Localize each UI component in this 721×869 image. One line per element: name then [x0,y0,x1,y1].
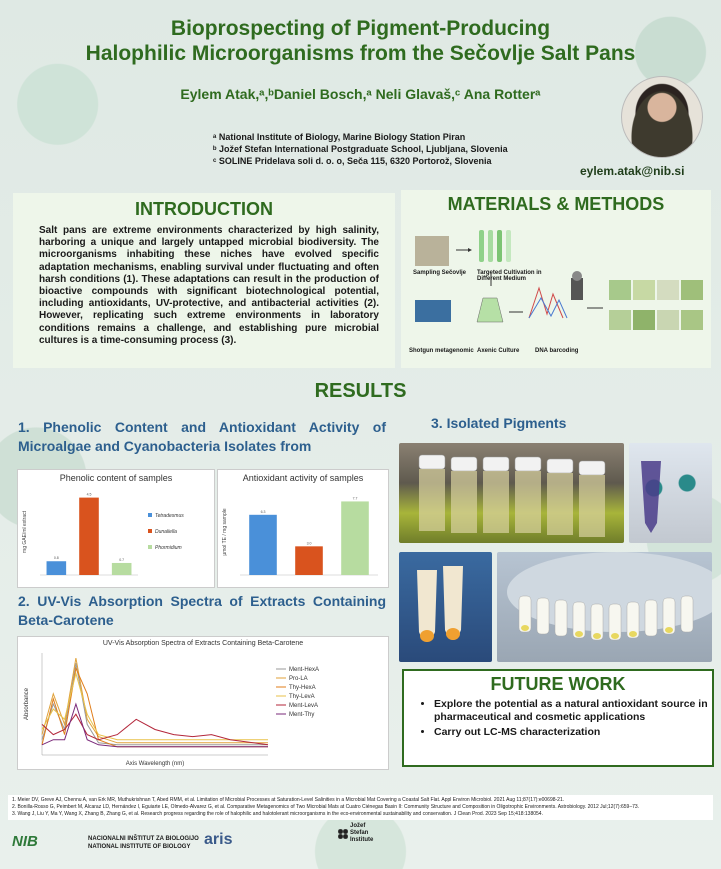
bar-value-label: 0.8 [53,556,59,561]
legend-label: Pro-LA [289,676,308,682]
uv-vis-chart-plot [18,647,388,767]
method-label: DNA barcoding [535,348,579,354]
introduction-panel [13,193,395,368]
centrifuge-tube-photo [629,443,712,543]
flask-image [477,298,503,322]
js-logo [350,823,373,844]
footer-logos [8,805,713,855]
legend-label: Phormidium [155,545,182,551]
nib-name [88,835,199,851]
legend-label: Ment-Thy [289,712,315,718]
bar [295,546,323,575]
sampling-image [415,236,449,266]
poster-title [0,16,721,66]
nib-logo: NIB [12,833,38,850]
x-axis-label: Axis Wavelength (nm) [125,761,185,767]
js-logo-line: Jožef [350,823,366,829]
legend-label: Dunaliella [155,529,177,535]
culture-tubes-image [479,230,511,262]
affiliation: ᵇ Jožef Stefan International Postgraduate School, Ljubljana, Slovenia [213,144,508,154]
legend-label: Ment-LevA [289,703,319,709]
sequencer-image [415,300,451,322]
method-label: Axenic Culture [477,348,520,354]
legend-swatch [148,513,152,517]
legend-label: Thy-LevA [289,694,315,700]
future-work-panel [402,669,714,767]
aris-logo: aris [204,831,233,848]
pigment-vials-photo [399,443,624,543]
antioxidant-chart-plot [218,483,388,583]
affiliations [213,131,508,167]
tubes-drawing [399,552,492,662]
legend-swatch [148,529,152,533]
list-item: • Explore the potential as a natural antioxidant source in pharmaceutical and cosmetic applications [434,698,712,724]
authors: Eylem Atak,ᵃ,ᵇDaniel Bosch,ᵃ Neli Glavaš,ᶜ Ana Rotterᵃ [180,86,541,102]
introduction-text: Salt pans are extreme environments characterized by high salinity, harboring a unique and largely untapped microbial biodiversity. The microorganisms inhabiting these niches have evolved specific adaptation mechanisms, enabling survival under fluctuating and often harsh conditions (1). These adaptations can result in the production of bioactive compounds with significant biotechnological potential, including antioxidants, UV-protective, and antibacterial activities (2). However, replicating such extreme environments in laboratory conditions remains a challenge, and establishing pure microbial cultures is a time-consuming process (3). [39,225,379,346]
introduction-heading: INTRODUCTION [135,199,273,219]
results-heading: RESULTS [314,380,407,402]
legend-label: Tetradesmus [155,513,184,519]
future-work-list [404,698,712,739]
chart-title: Antioxidant activity of samples [242,473,364,483]
eppendorf-rack-photo [497,552,712,662]
title-line-1: Bioprospecting of Pigment-Producing [170,17,551,40]
method-label: Targeted Cultivation in Different Medium [477,270,542,282]
rack-drawing [497,552,712,662]
affiliation: ᶜ SOLINE Pridelava soli d. o. o, Seča 115, 6320 Portorož, Slovenia [213,156,492,166]
nib-name-line: NATIONAL INSTITUTE OF BIOLOGY [88,844,191,850]
legend-label: Ment-HexA [289,667,320,673]
series-line [42,668,268,747]
method-label: Sampling Sečovlje [413,270,467,276]
methods-diagram [401,218,711,368]
reference-item: 3. Wang J, Liu Y, Ma Y, Wang X, Zhang B, Zhang G, et al. Research progress regarding the role of halophilic and halotolerant microorganisms in the eco-environmental sustainability and conservation. J Clean Prod. 2023 Sep 15;418:138054. [12,811,543,817]
y-axis-label: Absorbance [24,687,30,721]
js-logo-icon [338,829,348,839]
methods-heading: MATERIALS & METHODS [447,194,665,214]
reference-item: 2. Bonilla-Rosso G, Peimbert M, Alcaraz LD, Hernández I, Eguiarte LE, Olmedo-Alvarez G, et al. Comparative Metagenomics of Two Microbial Mats at Cuatro Ciénegas Basin II: Community Structure and Composition in Oligotrophic Environments. Astrobiology. 2012 Jul;12(7):659–73. [12,804,640,810]
future-work-heading: FUTURE WORK [490,674,626,694]
methods-panel [401,190,711,368]
vials-drawing [399,443,624,543]
bar [249,515,277,575]
author-email[interactable]: eylem.atak@nib.si [580,164,685,178]
author-photo [621,76,703,158]
y-axis-label: mg GAE/ml extract [22,511,28,553]
list-item: • Carry out LC-MS characterization [434,726,712,739]
title-line-2: Halophilic Microorganisms from the Sečovlje Salt Pans [85,42,636,65]
results-section-2-title: 2. UV-Vis Absorption Spectra of Extracts Containing Beta-Carotene [18,593,386,628]
orange-tubes-photo [399,552,492,662]
bar-value-label: 0.7 [119,557,125,562]
method-label: Shotgun metagenomic [409,348,474,354]
series-line [42,714,268,745]
reference-item: 1. Meier DV, Greve AJ, Chennu A, van Erk MR, Muthukrishnan T, Abed RMM, et al. Limitation of Microbial Processes at Saturation-Level Salinities in a Microbial Mat Covering a Coastal Salt Flat. Appl Environ Microbiol. 2021 Aug 11;87(17):e00698-21. [12,797,565,803]
results-section-3-title: 3. Isolated Pigments [431,415,567,431]
js-logo-line: Institute [350,837,374,843]
bar-value-label: 7.7 [352,496,358,501]
bar-value-label: 4.5 [86,492,92,497]
legend-label: Thy-HexA [289,685,316,691]
affiliation: ᵃ National Institute of Biology, Marine Biology Station Piran [213,132,466,142]
y-axis-label: µmol TE / mg sample [222,508,228,556]
tube-drawing [629,443,712,543]
bar-value-label: 3.0 [306,541,312,546]
js-logo-line: Stefan [350,830,369,836]
bar [79,498,99,575]
phenolic-chart-plot [18,483,214,583]
results-section-1-title: 1. Phenolic Content and Antioxidant Activity of Microalgae and Cyanobacteria Isolates from [18,419,386,454]
microscopy-grid-image [609,280,703,330]
antioxidant-chart [217,469,389,588]
legend-swatch [148,545,152,549]
uv-vis-chart [17,636,389,770]
nib-name-line: NACIONALNI INŠTITUT ZA BIOLOGIJO [88,836,199,842]
bar [47,561,67,575]
bar [341,501,369,575]
chart-title: Phenolic content of samples [59,473,173,483]
chart-title: UV-Vis Absorption Spectra of Extracts Containing Beta-Carotene [102,640,304,647]
bar-value-label: 6.3 [260,509,266,514]
bar [112,563,132,575]
phenolic-chart [17,469,215,588]
